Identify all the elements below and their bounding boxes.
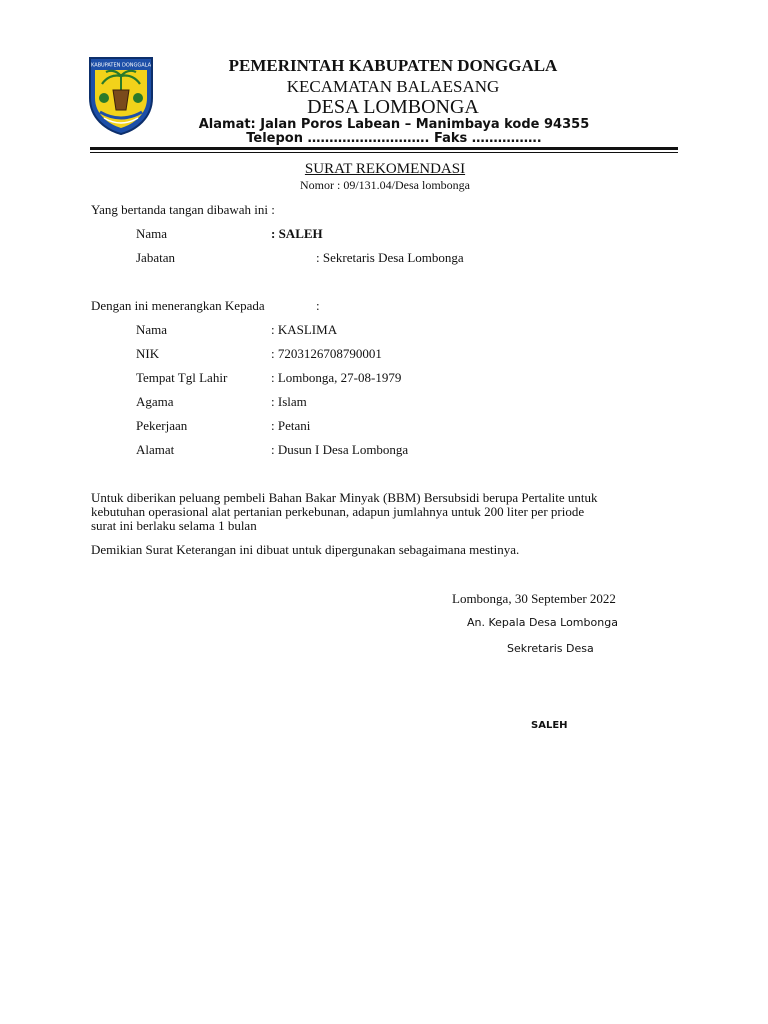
logo-text: KABUPATEN DONGGALA (91, 62, 151, 69)
subject-occupation-label: Pekerjaan (136, 418, 188, 433)
header-divider-thin (90, 152, 678, 153)
closing-statement: Demikian Surat Keterangan ini dibuat untuk dipergunakan sebagaimana mestinya. (91, 542, 520, 557)
regency-logo (86, 54, 156, 136)
letter-title: SURAT REKOMENDASI (304, 161, 466, 177)
subject-nik-value: : 7203126708790001 (271, 346, 382, 361)
subject-address-label: Alamat (136, 442, 175, 457)
letterhead-village: DESA LOMBONGA (307, 96, 479, 118)
subject-birth-label: Tempat Tgl Lahir (136, 370, 228, 385)
letterhead-district: KECAMATAN BALAESANG (286, 77, 500, 96)
subject-religion-value: : Islam (271, 394, 307, 409)
letterhead-government: PEMERINTAH KABUPATEN DONGGALA (228, 56, 558, 75)
body-line-1: Untuk diberikan peluang pembeli Bahan Bakar Minyak (BBM) Bersubsidi berupa Pertalite untuk (91, 490, 598, 505)
signer-intro: Yang bertanda tangan dibawah ini : (91, 202, 275, 217)
signer-name-label: Nama (136, 226, 168, 241)
signature-on-behalf: An. Kepala Desa Lombonga (467, 616, 618, 629)
signer-name-value: : SALEH (271, 226, 323, 241)
letterhead-contact: Telepon ………………………. Faks ……………. (246, 131, 542, 146)
subject-birth-value: : Lombonga, 27-08-1979 (271, 370, 402, 385)
letterhead-address: Alamat: Jalan Poros Labean – Manimbaya kode 94355 (198, 117, 590, 132)
subject-name-value: : KASLIMA (271, 322, 338, 337)
subject-occupation-value: : Petani (271, 418, 311, 433)
signature-position: Sekretaris Desa (507, 642, 594, 655)
subject-name-label: Nama (136, 322, 168, 337)
body-line-3: surat ini berlaku selama 1 bulan (91, 518, 257, 533)
body-line-2: kebutuhan operasional alat pertanian perkebunan, adapun jumlahnya untuk 200 liter per priode (91, 504, 585, 519)
header-divider-thick (90, 147, 678, 150)
signer-position-label: Jabatan (136, 250, 175, 265)
subject-religion-label: Agama (136, 394, 174, 409)
letter-number: Nomor : 09/131.04/Desa lombonga (300, 178, 470, 192)
subject-address-value: : Dusun I Desa Lombonga (271, 442, 409, 457)
subject-intro-colon: : (316, 298, 320, 313)
signer-position-value: : Sekretaris Desa Lombonga (316, 250, 464, 265)
signature-place-date: Lombonga, 30 September 2022 (452, 591, 616, 606)
subject-intro: Dengan ini menerangkan Kepada (91, 298, 265, 313)
signature-name: SALEH (531, 720, 568, 731)
subject-nik-label: NIK (136, 346, 160, 361)
